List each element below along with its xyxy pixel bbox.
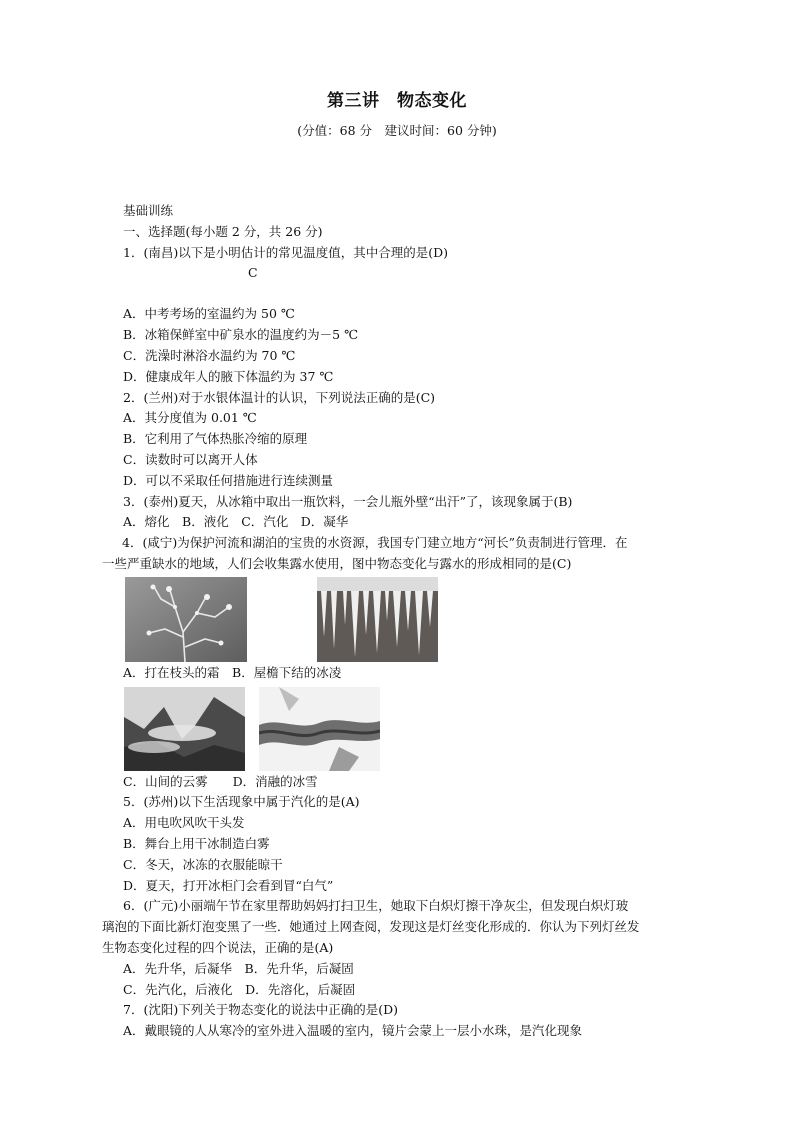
q4-image-row-1 <box>123 577 703 662</box>
q1-stem: 1．(南昌)以下是小明估计的常见温度值，其中合理的是(D) <box>123 244 448 260</box>
q1-stray-mark: C <box>248 265 258 281</box>
q5-option-d: D．夏天，打开冰柜门会看到冒“白气” <box>123 877 334 893</box>
q6-stem-line3: 生物态变化过程的四个说法，正确的是(A) <box>102 939 334 955</box>
page-subtitle: (分值：68 分 建议时间：60 分钟) <box>297 123 497 138</box>
q4-stem-line1: 4．(咸宁)为保护河流和湖泊的宝贵的水资源，我国专门建立地方“河长”负责制进行管理．在 <box>122 535 628 551</box>
q3-stem: 3．(泰州)夏天，从冰箱中取出一瓶饮料，一会儿瓶外壁“出汗”了，该现象属于(B) <box>123 493 573 509</box>
q5-option-b: B．舞台上用干冰制造白雾 <box>123 835 270 851</box>
q5-option-c: C．冬天，冰冻的衣服能晾干 <box>123 856 283 872</box>
q4-stem-line2: 一些严重缺水的地域，人们会收集露水使用，图中物态变化与露水的形成相同的是(C) <box>102 555 572 571</box>
q6-options-ab: A．先升华，后凝华 B．先升华，后凝固 <box>123 960 354 976</box>
melting-snow-image <box>259 687 380 771</box>
frost-branch-image <box>125 577 247 662</box>
section-heading: 基础训练 <box>123 203 174 218</box>
q2-option-c: C．读数时可以离开人体 <box>123 451 258 467</box>
q5-stem: 5．(苏州)以下生活现象中属于汽化的是(A) <box>123 794 360 810</box>
q1-gap <box>123 283 703 304</box>
q1-option-c: C．洗澡时淋浴水温约为 70 ℃ <box>123 347 296 363</box>
q7-stem: 7．(沈阳)下列关于物态变化的说法中正确的是(D) <box>123 1002 398 1018</box>
q4-options-cd: C．山间的云雾 D．消融的冰雪 <box>123 773 318 789</box>
q2-option-b: B．它利用了气体热胀冷缩的原理 <box>123 431 308 447</box>
q2-stem: 2．(兰州)对于水银体温计的认识，下列说法正确的是(C) <box>123 389 436 405</box>
q4-image-row-2 <box>123 686 703 771</box>
q5-option-a: A．用电吹风吹干头发 <box>123 815 245 831</box>
question-list <box>102 201 703 1042</box>
part-heading: 一、选择题(每小题 2 分，共 26 分) <box>123 223 323 239</box>
q1-option-a: A．中考考场的室温约为 50 ℃ <box>123 306 295 322</box>
q2-option-d: D．可以不采取任何措施进行连续测量 <box>123 472 334 488</box>
q1-option-d: D．健康成年人的腋下体温约为 37 ℃ <box>123 368 334 384</box>
q2-option-a: A．其分度值为 0.01 ℃ <box>123 410 257 426</box>
page-title: 第三讲 物态变化 <box>327 91 467 111</box>
q7-option-a: A．戴眼镜的人从寒冷的室外进入温暖的室内，镜片会蒙上一层小水珠，是汽化现象 <box>123 1023 583 1039</box>
q1-option-b: B．冰箱保鲜室中矿泉水的温度约为－5 ℃ <box>123 327 359 343</box>
icicles-image <box>317 577 438 662</box>
q4-options-ab: A．打在枝头的霜 B．屋檐下结的冰凌 <box>123 664 342 680</box>
mountain-fog-image <box>124 687 245 771</box>
q6-options-cd: C．先汽化，后液化 D．先溶化，后凝固 <box>123 981 356 997</box>
q6-stem-line2: 璃泡的下面比新灯泡变黑了一些．她通过上网查阅，发现这是灯丝变化形成的．你认为下列灯丝发 <box>102 919 640 935</box>
q6-stem-line1: 6．(广元)小丽端午节在家里帮助妈妈打扫卫生，她取下白炽灯擦干净灰尘，但发现白炽灯玻 <box>123 898 629 914</box>
q3-options: A．熔化 B．液化 C．汽化 D．凝华 <box>123 514 349 530</box>
